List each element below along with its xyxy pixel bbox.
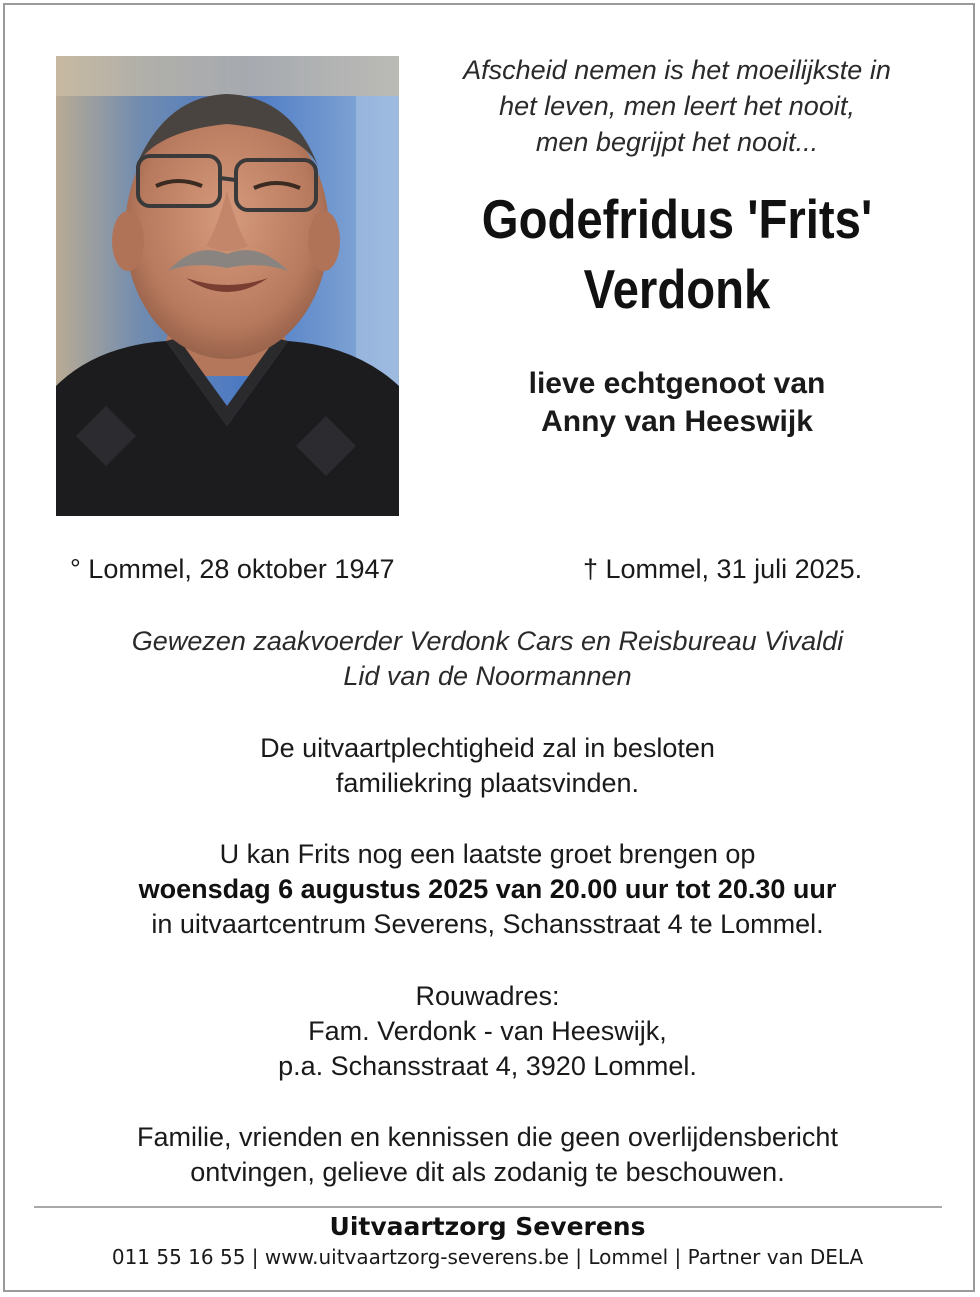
funeral-home-name: Uitvaartzorg Severens: [329, 1212, 646, 1241]
visitation-info: [20, 837, 955, 942]
footer-divider: [34, 1206, 942, 1208]
spouse-info: [412, 365, 942, 441]
visitation-datetime: woensdag 6 augustus 2025 van 20.00 uur tot 20.30 uur: [138, 874, 837, 904]
career-line1: Gewezen zaakvoerder Verdonk Cars en Reisbureau Vivaldi: [131, 626, 844, 656]
notice-line2: ontvingen, gelieve dit als zodanig te beschouwen.: [190, 1157, 785, 1187]
quote-line: Afscheid nemen is het moeilijkste in: [463, 55, 891, 85]
notice-text: [20, 1120, 955, 1190]
spouse-line1: lieve echtgenoot van: [528, 367, 826, 400]
quote-line: het leven, men leert het nooit,: [499, 91, 855, 121]
ceremony-line1: De uitvaartplechtigheid zal in besloten: [260, 733, 715, 763]
notice-line1: Familie, vrienden en kennissen die geen overlijdensbericht: [137, 1122, 838, 1152]
visitation-line3: in uitvaartcentrum Severens, Schansstraat 4 te Lommel.: [151, 909, 824, 939]
deceased-name-line2: Verdonk: [583, 258, 771, 320]
funeral-home-contact: 011 55 16 55 | www.uitvaartzorg-severens.be | Lommel | Partner van DELA: [111, 1245, 864, 1269]
farewell-quote: [412, 52, 942, 160]
portrait-photo: [56, 56, 399, 516]
birth-date: ° Lommel, 28 oktober 1947: [70, 554, 395, 584]
quote-line: men begrijpt het nooit...: [535, 127, 819, 157]
ceremony-info: [20, 731, 955, 801]
deceased-name: [449, 184, 905, 324]
spouse-line2: Anny van Heeswijk: [541, 405, 813, 438]
address-line2: p.a. Schansstraat 4, 3920 Lommel.: [278, 1051, 697, 1081]
address-line1: Fam. Verdonk - van Heeswijk,: [308, 1016, 667, 1046]
ceremony-line2: familiekring plaatsvinden.: [335, 768, 640, 798]
address-label: Rouwadres:: [415, 981, 560, 1011]
deceased-name-line1: Godefridus 'Frits': [481, 188, 873, 250]
death-date: † Lommel, 31 juli 2025.: [583, 554, 863, 584]
career-line2: Lid van de Noormannen: [343, 661, 632, 691]
career-info: [20, 624, 955, 694]
visitation-line1: U kan Frits nog een laatste groet brengen op: [219, 839, 756, 869]
mourning-address: [20, 979, 955, 1084]
